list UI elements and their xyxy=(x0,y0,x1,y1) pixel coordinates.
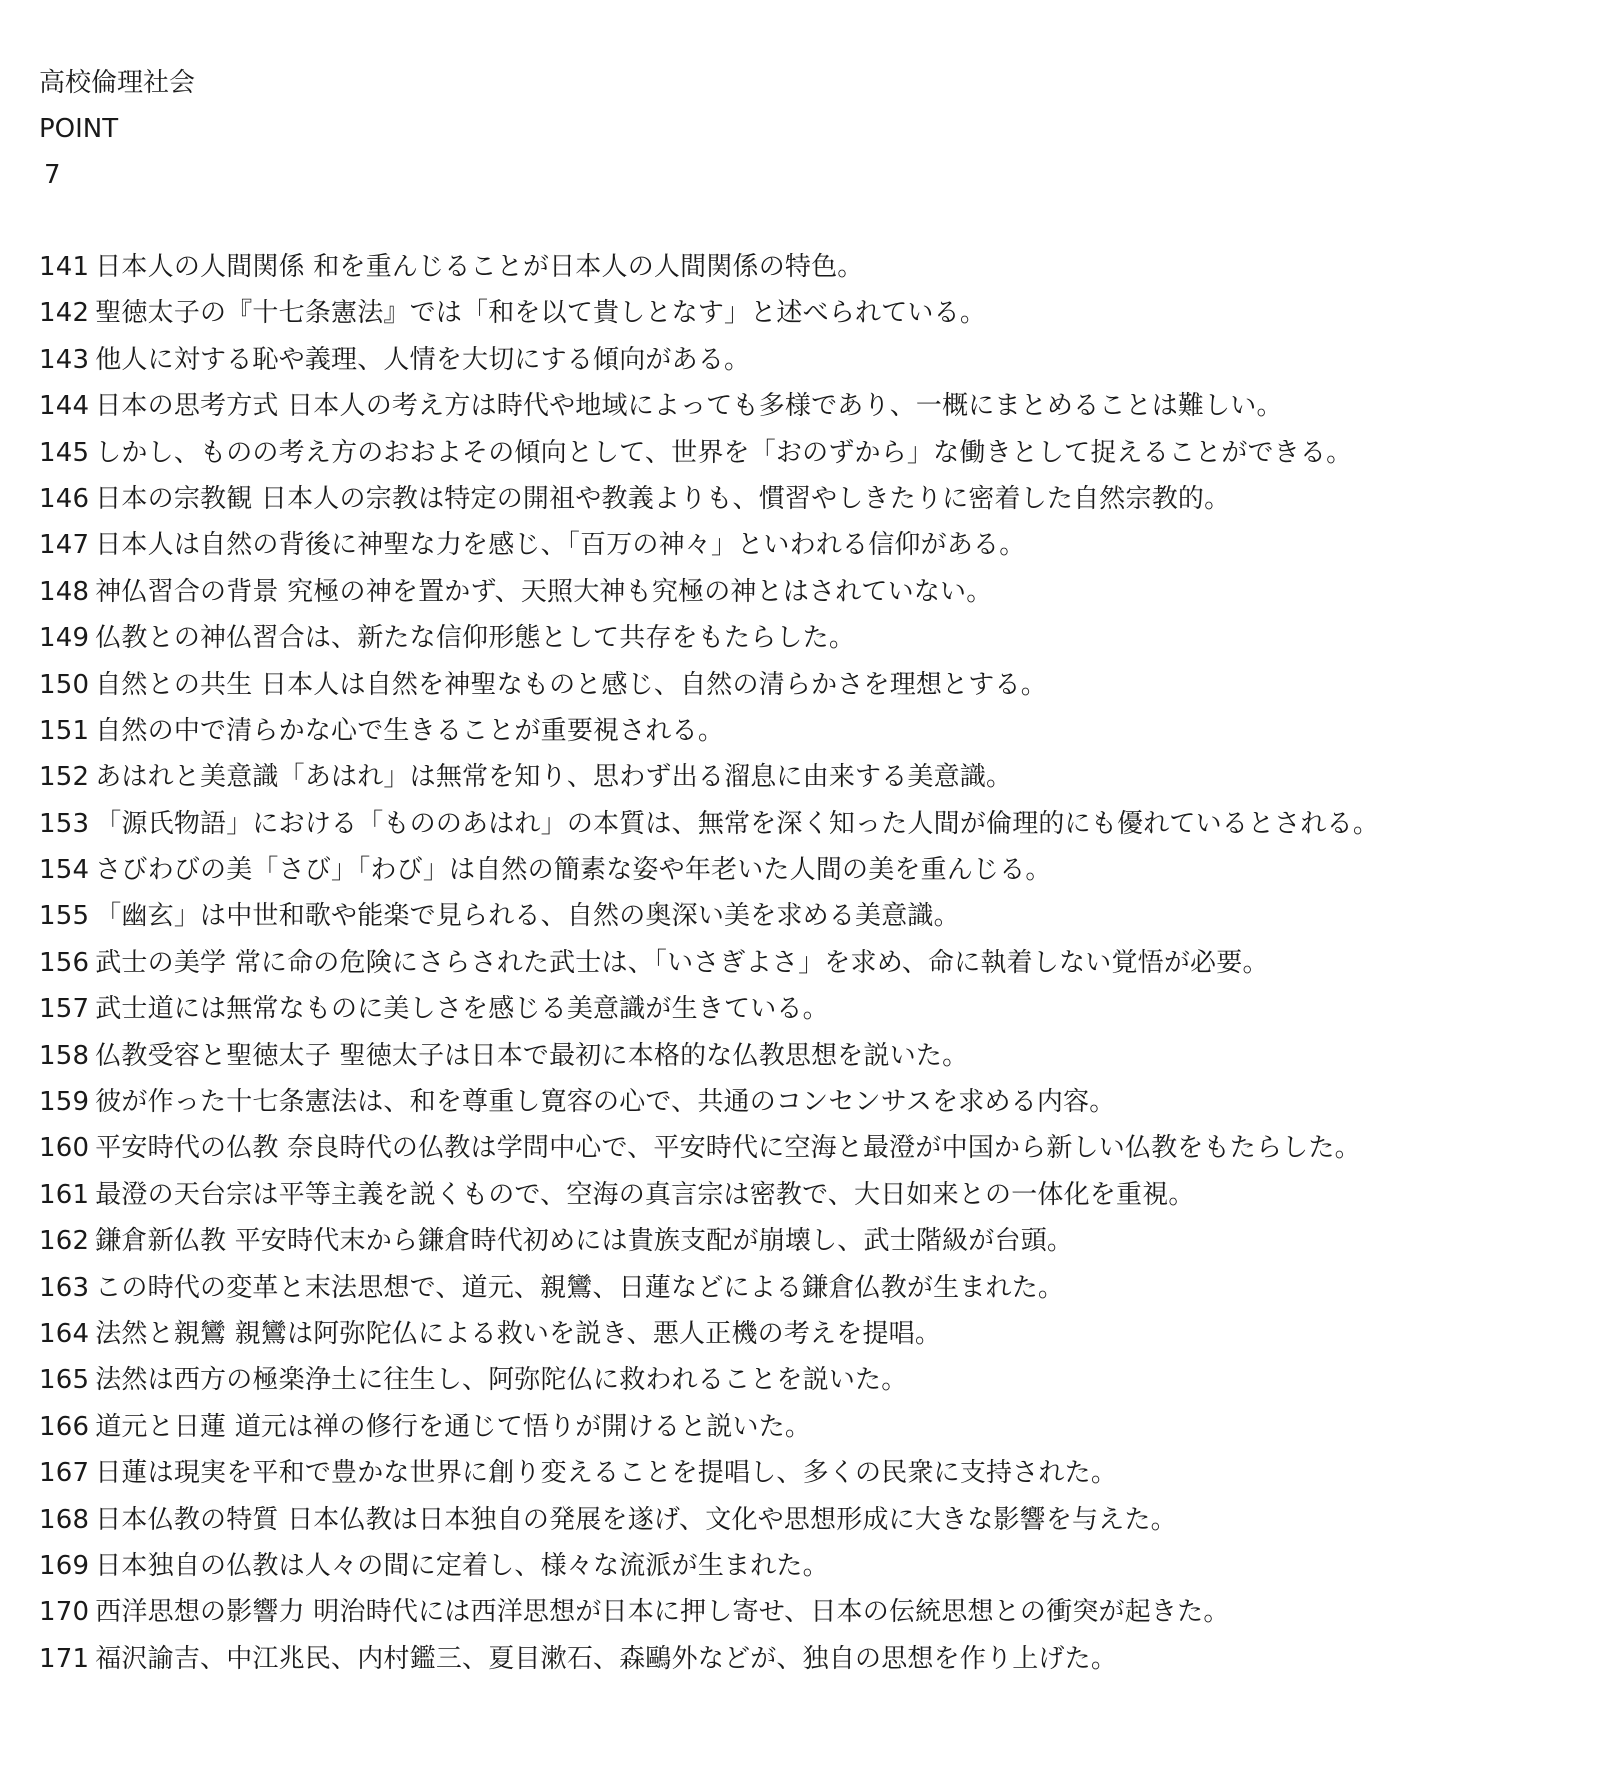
point-item xyxy=(39,801,1379,847)
point-text: 仏教との神仏習合は、新たな信仰形態として共存をもたらした。 xyxy=(95,623,856,654)
point-number: 151 xyxy=(39,715,90,746)
point-number: 150 xyxy=(39,669,90,700)
point-text: 「源氏物語」における「もののあはれ」の本質は、無常を深く知った人間が倫理的にも優れているとされる。 xyxy=(95,808,1380,839)
point-number: 147 xyxy=(39,530,90,561)
point-item xyxy=(39,1589,1379,1635)
point-text: 聖徳太子の『十七条憲法』では「和を以て貴しとなす」と述べられている。 xyxy=(95,298,987,329)
point-number: 144 xyxy=(39,391,90,422)
point-item xyxy=(39,1543,1379,1589)
point-number: 153 xyxy=(39,808,90,839)
point-item xyxy=(39,662,1379,708)
point-item xyxy=(39,754,1379,800)
point-text: しかし、ものの考え方のおおよその傾向として、世界を「おのずから」な働きとして捉えることができる。 xyxy=(95,437,1353,468)
point-number: 141 xyxy=(39,252,90,282)
point-item xyxy=(39,615,1379,661)
point-item xyxy=(39,893,1379,939)
point-text: 日蓮は現実を平和で豊かな世界に創り変えることを提唱し、多くの民衆に支持された。 xyxy=(95,1458,1118,1489)
point-item xyxy=(39,1172,1379,1218)
point-number: 159 xyxy=(39,1087,90,1118)
point-text: 彼が作った十七条憲法は、和を尊重し寛容の心で、共通のコンセンサスを求める内容。 xyxy=(95,1087,1116,1118)
point-number: 161 xyxy=(39,1179,90,1210)
point-text: 仏教受容と聖徳太子 聖徳太子は日本で最初に本格的な仏教思想を説いた。 xyxy=(95,1040,969,1071)
point-item xyxy=(39,476,1379,522)
point-text: 自然の中で清らかな心で生きることが重要視される。 xyxy=(95,715,725,746)
point-text: 他人に対する恥や義理、人情を大切にする傾向がある。 xyxy=(95,344,751,375)
point-number: 143 xyxy=(39,344,90,375)
point-item xyxy=(39,708,1379,754)
point-text: 武士の美学 常に命の危険にさらされた武士は、「いさぎよさ」を求め、命に執着しない覚悟が必要。 xyxy=(95,947,1269,978)
point-text: 日本仏教の特質 日本仏教は日本独自の発展を遂げ、文化や思想形成に大きな影響を与えた。 xyxy=(95,1504,1177,1535)
point-item xyxy=(39,1404,1379,1450)
point-number: 167 xyxy=(39,1458,90,1489)
point-item xyxy=(39,290,1379,336)
point-item xyxy=(39,430,1379,476)
point-number: 170 xyxy=(39,1597,90,1628)
point-item xyxy=(39,244,1379,290)
point-text: 法然と親鸞 親鸞は阿弥陀仏による救いを説き、悪人正機の考えを提唱。 xyxy=(95,1318,942,1349)
point-number: 168 xyxy=(39,1504,90,1535)
point-text: 最澄の天台宗は平等主義を説くもので、空海の真言宗は密教で、大日如来との一体化を重視。 xyxy=(95,1179,1195,1210)
points-list xyxy=(39,244,1379,1682)
point-item xyxy=(39,1218,1379,1264)
document-header xyxy=(39,60,195,198)
point-number: 165 xyxy=(39,1365,90,1396)
point-text: 鎌倉新仏教 平安時代末から鎌倉時代初めには貴族支配が崩壊し、武士階級が台頭。 xyxy=(95,1226,1074,1257)
point-number: 163 xyxy=(39,1272,90,1303)
point-text: 福沢諭吉、中江兆民、内村鑑三、夏目漱石、森鷗外などが、独自の思想を作り上げた。 xyxy=(95,1643,1118,1674)
point-number: 169 xyxy=(39,1550,90,1581)
point-text: 日本の宗教観 日本人の宗教は特定の開祖や教義よりも、慣習やしきたりに密着した自然宗教的。 xyxy=(95,483,1231,514)
point-item xyxy=(39,1311,1379,1357)
point-number: 149 xyxy=(39,623,90,654)
page-number: 7 xyxy=(44,160,61,190)
point-number: 155 xyxy=(39,901,90,932)
point-item xyxy=(39,1033,1379,1079)
point-text: あはれと美意識「あはれ」は無常を知り、思わず出る溜息に由来する美意識。 xyxy=(95,762,1013,793)
point-item xyxy=(39,1265,1379,1311)
point-text: 日本人の人間関係 和を重んじることが日本人の人間関係の特色。 xyxy=(95,252,864,282)
point-item xyxy=(39,1636,1379,1682)
point-text: 日本の思考方式 日本人の考え方は時代や地域によっても多様であり、一概にまとめることは難しい。 xyxy=(95,391,1283,422)
point-item xyxy=(39,940,1379,986)
point-number: 171 xyxy=(39,1643,90,1674)
point-number: 152 xyxy=(39,762,90,793)
point-number: 148 xyxy=(39,576,90,607)
point-item xyxy=(39,1497,1379,1543)
point-text: 平安時代の仏教 奈良時代の仏教は学問中心で、平安時代に空海と最澄が中国から新しい仏教をもたらした。 xyxy=(95,1133,1361,1164)
point-number: 145 xyxy=(39,437,90,468)
point-number: 162 xyxy=(39,1226,90,1257)
point-text: 神仏習合の背景 究極の神を置かず、天照大神も究極の神とはされていない。 xyxy=(95,576,993,607)
point-number: 160 xyxy=(39,1133,90,1164)
point-number: 166 xyxy=(39,1411,90,1442)
point-number: 157 xyxy=(39,994,90,1025)
point-text: 日本独自の仏教は人々の間に定着し、様々な流派が生まれた。 xyxy=(95,1550,829,1581)
point-number: 146 xyxy=(39,483,90,514)
point-item xyxy=(39,1357,1379,1403)
point-item xyxy=(39,383,1379,429)
point-text: さびわびの美「さび」「わび」は自然の簡素な姿や年老いた人間の美を重んじる。 xyxy=(95,855,1052,886)
point-text: 「幽玄」は中世和歌や能楽で見られる、自然の奥深い美を求める美意識。 xyxy=(95,901,960,932)
document-subtitle: POINT xyxy=(39,114,119,144)
point-number: 142 xyxy=(39,298,90,329)
point-text: 自然との共生 日本人は自然を神聖なものと感じ、自然の清らかさを理想とする。 xyxy=(95,669,1047,700)
point-text: この時代の変革と末法思想で、道元、親鸞、日蓮などによる鎌倉仏教が生まれた。 xyxy=(95,1272,1065,1303)
point-item xyxy=(39,1079,1379,1125)
point-number: 154 xyxy=(39,855,90,886)
point-number: 164 xyxy=(39,1318,90,1349)
point-item xyxy=(39,522,1379,568)
point-item xyxy=(39,1125,1379,1171)
point-number: 156 xyxy=(39,947,90,978)
point-item xyxy=(39,986,1379,1032)
point-item xyxy=(39,1450,1379,1496)
document-title: 高校倫理社会 xyxy=(39,68,196,98)
point-text: 日本人は自然の背後に神聖な力を感じ、「百万の神々」といわれる信仰がある。 xyxy=(95,530,1026,561)
point-text: 法然は西方の極楽浄土に往生し、阿弥陀仏に救われることを説いた。 xyxy=(95,1365,908,1396)
point-item xyxy=(39,847,1379,893)
point-text: 武士道には無常なものに美しさを感じる美意識が生きている。 xyxy=(95,994,829,1025)
point-text: 西洋思想の影響力 明治時代には西洋思想が日本に押し寄せ、日本の伝統思想との衝突が起きた。 xyxy=(95,1597,1230,1628)
point-item xyxy=(39,569,1379,615)
point-number: 158 xyxy=(39,1040,90,1071)
point-text: 道元と日蓮 道元は禅の修行を通じて悟りが開けると説いた。 xyxy=(95,1411,812,1442)
point-item xyxy=(39,337,1379,383)
